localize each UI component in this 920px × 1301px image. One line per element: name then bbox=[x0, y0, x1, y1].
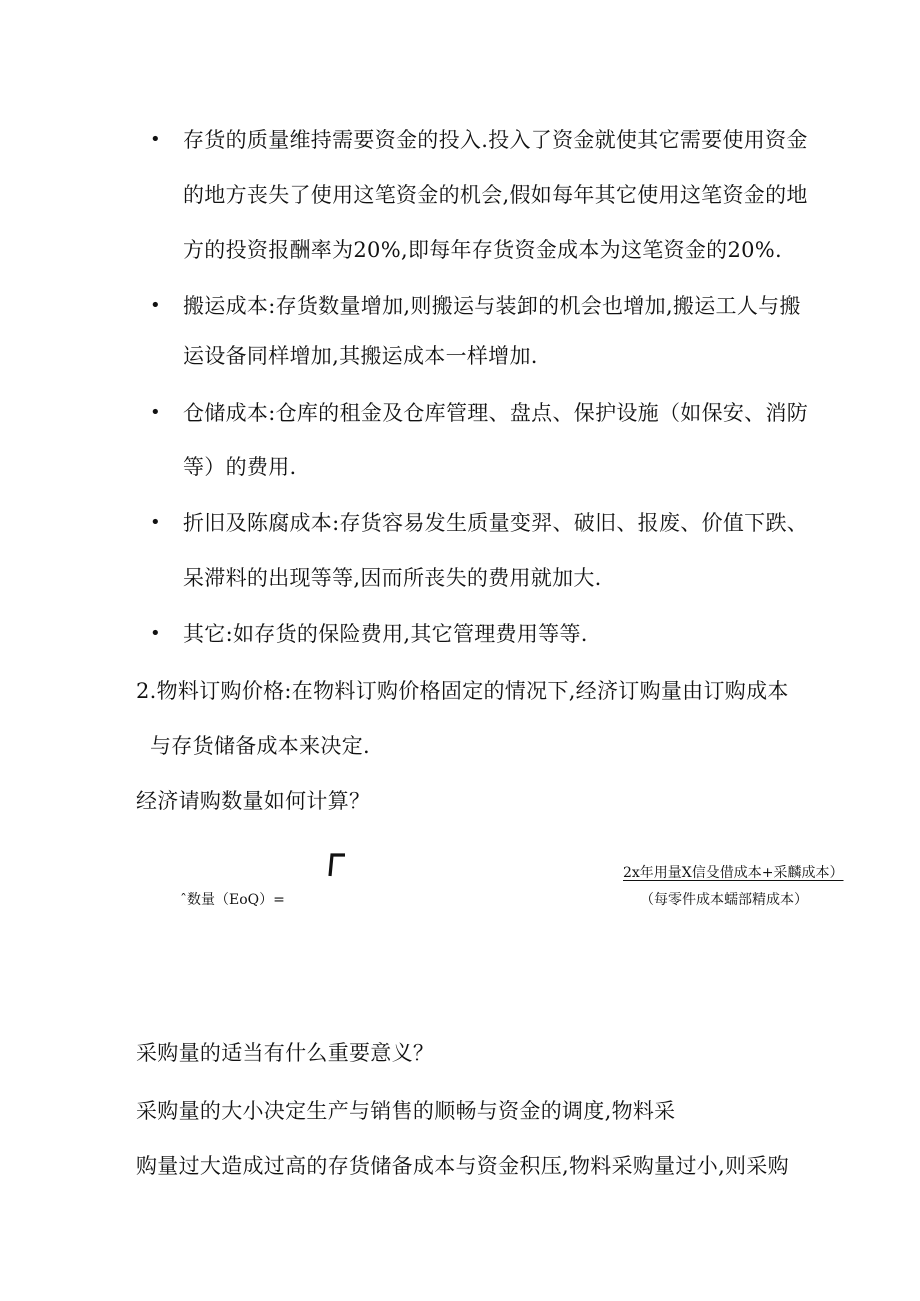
radical-sign-icon bbox=[326, 852, 346, 878]
bullet-2-line-2: 运设备同样增加,其搬运成本一样增加. bbox=[183, 344, 538, 368]
bullet-marker: • bbox=[150, 512, 161, 533]
formula-label: ˆ数量（EoQ）= bbox=[180, 892, 285, 908]
answer-line-1: 采购量的大小决定生产与销售的顺畅与资金的调度,物料采 bbox=[136, 1099, 676, 1123]
bullet-1-line-1: 存货的质量维持需要资金的投入.投入了资金就使其它需要使用资金 bbox=[183, 128, 808, 152]
bullet-3-line-2: 等）的费用. bbox=[183, 455, 297, 479]
bullet-1-line-3: 方的投资报酬率为20%,即每年存货资金成本为这笔资金的20%. bbox=[183, 238, 782, 262]
bullet-marker: • bbox=[150, 402, 161, 423]
bullet-1-line-2: 的地方丧失了使用这笔资金的机会,假如每年其它使用这笔资金的地 bbox=[183, 183, 808, 207]
bullet-4-line-2: 呆滞料的出现等等,因而所丧失的费用就加大. bbox=[183, 566, 602, 590]
question-importance: 采购量的适当有什么重要意义？ bbox=[136, 1041, 435, 1065]
bullet-5-line-1: 其它:如存货的保险费用,其它管理费用等等. bbox=[183, 622, 588, 646]
bullet-2-line-1: 搬运成本:存货数量增加,则搬运与装卸的机会也增加,搬运工人与搬 bbox=[183, 294, 801, 318]
formula-numerator: 2x年用量X信殳借成本+采麟成本） bbox=[623, 865, 844, 881]
bullet-marker: • bbox=[150, 295, 161, 316]
bullet-3-line-1: 仓储成本:仓库的租金及仓库管理、盘点、保护设施（如保安、消防 bbox=[183, 401, 809, 425]
bullet-4-line-1: 折旧及陈腐成本:存货容易发生质量变羿、破旧、报废、价值下跌、 bbox=[183, 511, 809, 535]
bullet-marker: • bbox=[150, 129, 161, 150]
section-2-line-1: 2.物料订购价格:在物料订购价格固定的情况下,经济订购量由订购成本 bbox=[136, 679, 789, 703]
answer-line-2: 购量过大造成过高的存货储备成本与资金积压,物料采购量过小,则采购 bbox=[136, 1154, 789, 1178]
formula-denominator: （每零件成本蠕部精成本） bbox=[640, 892, 808, 908]
section-2-line-2: 与存货储备成本来决定. bbox=[150, 734, 370, 758]
bullet-marker: • bbox=[150, 623, 161, 644]
question-eoq: 经济请购数量如何计算？ bbox=[136, 789, 371, 813]
